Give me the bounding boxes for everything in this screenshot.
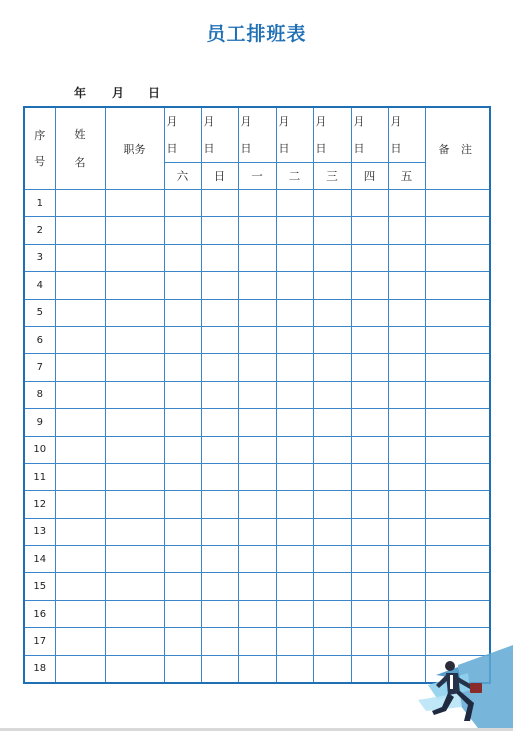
table-row [24, 546, 490, 573]
schedule-cell [238, 491, 276, 518]
schedule-cell [164, 436, 201, 463]
schedule-cell [105, 491, 164, 518]
schedule-cell [351, 244, 388, 271]
schedule-cell [105, 436, 164, 463]
schedule-cell [164, 244, 201, 271]
name-header-line1: 姓 [74, 127, 86, 141]
seq-header-line1: 序 [34, 128, 46, 142]
schedule-cell [55, 573, 105, 600]
schedule-cell [313, 463, 351, 490]
schedule-cell [313, 272, 351, 299]
table-row [24, 381, 490, 408]
schedule-cell [105, 354, 164, 381]
position-header: 职务 [105, 107, 164, 190]
schedule-cell [351, 436, 388, 463]
schedule-cell [388, 463, 425, 490]
table-row [24, 217, 490, 244]
schedule-cell [313, 546, 351, 573]
schedule-cell [55, 354, 105, 381]
schedule-cell [55, 326, 105, 353]
schedule-cell [201, 409, 238, 436]
month-char: 月 [278, 115, 290, 128]
row-number: 7 [24, 354, 55, 381]
month-char: 月 [353, 115, 365, 128]
schedule-cell [313, 491, 351, 518]
schedule-cell [351, 463, 388, 490]
schedule-cell [238, 354, 276, 381]
schedule-cell [55, 463, 105, 490]
schedule-cell [164, 354, 201, 381]
schedule-cell [201, 190, 238, 217]
row-number: 17 [24, 628, 55, 655]
schedule-cell [238, 217, 276, 244]
date-header-cell [276, 107, 313, 163]
schedule-cell [388, 272, 425, 299]
schedule-cell [201, 628, 238, 655]
schedule-cell [55, 299, 105, 326]
schedule-cell [105, 272, 164, 299]
schedule-cell [164, 546, 201, 573]
schedule-cell [388, 436, 425, 463]
day-char: 日 [315, 142, 327, 155]
schedule-cell [238, 546, 276, 573]
schedule-cell [276, 272, 313, 299]
schedule-cell [276, 600, 313, 627]
schedule-cell [425, 518, 490, 545]
table-row [24, 436, 490, 463]
schedule-cell [388, 546, 425, 573]
remark-header-label: 备 注 [438, 142, 476, 156]
schedule-cell [351, 354, 388, 381]
schedule-cell [55, 600, 105, 627]
day-char: 日 [390, 142, 402, 155]
table-row [24, 463, 490, 490]
schedule-cell [164, 655, 201, 683]
schedule-cell [388, 600, 425, 627]
row-number: 12 [24, 491, 55, 518]
schedule-cell [388, 381, 425, 408]
schedule-cell [313, 655, 351, 683]
schedule-cell [238, 436, 276, 463]
schedule-cell [388, 326, 425, 353]
schedule-cell [105, 573, 164, 600]
schedule-cell [276, 491, 313, 518]
schedule-cell [201, 546, 238, 573]
schedule-cell [425, 381, 490, 408]
schedule-cell [164, 573, 201, 600]
schedule-cell [201, 244, 238, 271]
date-month-label: 月 [112, 86, 125, 100]
schedule-cell [105, 409, 164, 436]
schedule-cell [388, 244, 425, 271]
header-row [24, 107, 490, 163]
schedule-cell [201, 326, 238, 353]
weekday-cell: 三 [313, 163, 351, 190]
schedule-cell [164, 463, 201, 490]
schedule-cell [388, 409, 425, 436]
schedule-cell [55, 655, 105, 683]
schedule-cell [201, 463, 238, 490]
schedule-cell [388, 299, 425, 326]
schedule-cell [388, 518, 425, 545]
row-number: 3 [24, 244, 55, 271]
schedule-cell [351, 299, 388, 326]
schedule-cell [238, 518, 276, 545]
month-char: 月 [390, 115, 402, 128]
schedule-cell [164, 628, 201, 655]
day-char: 日 [278, 142, 290, 155]
seq-header [24, 107, 55, 190]
schedule-cell [351, 600, 388, 627]
schedule-cell [351, 381, 388, 408]
schedule-cell [55, 491, 105, 518]
schedule-cell [425, 217, 490, 244]
schedule-cell [388, 217, 425, 244]
weekday-cell: 四 [351, 163, 388, 190]
schedule-cell [276, 381, 313, 408]
schedule-cell [164, 217, 201, 244]
schedule-cell [55, 409, 105, 436]
schedule-cell [238, 463, 276, 490]
schedule-cell [276, 190, 313, 217]
schedule-cell [105, 628, 164, 655]
schedule-cell [313, 190, 351, 217]
schedule-cell [55, 436, 105, 463]
schedule-cell [313, 409, 351, 436]
schedule-cell [351, 628, 388, 655]
schedule-cell [276, 354, 313, 381]
weekday-cell: 五 [388, 163, 425, 190]
row-number: 13 [24, 518, 55, 545]
date-line [74, 84, 160, 101]
table-row [24, 354, 490, 381]
row-number: 15 [24, 573, 55, 600]
schedule-cell [425, 409, 490, 436]
schedule-cell [351, 655, 388, 683]
schedule-cell [351, 217, 388, 244]
schedule-cell [164, 299, 201, 326]
schedule-cell [201, 491, 238, 518]
day-char: 日 [203, 142, 215, 155]
schedule-cell [105, 600, 164, 627]
table-row [24, 573, 490, 600]
row-number: 5 [24, 299, 55, 326]
schedule-cell [105, 326, 164, 353]
schedule-cell [105, 463, 164, 490]
schedule-cell [201, 299, 238, 326]
schedule-cell [425, 573, 490, 600]
schedule-cell [313, 573, 351, 600]
schedule-cell [238, 628, 276, 655]
remark-header [425, 107, 490, 190]
schedule-cell [164, 491, 201, 518]
schedule-cell [201, 573, 238, 600]
schedule-cell [313, 600, 351, 627]
schedule-cell [238, 573, 276, 600]
schedule-cell [351, 491, 388, 518]
schedule-cell [55, 190, 105, 217]
table-row [24, 272, 490, 299]
schedule-cell [55, 518, 105, 545]
schedule-cell [425, 436, 490, 463]
row-number: 8 [24, 381, 55, 408]
schedule-cell [105, 518, 164, 545]
row-number: 9 [24, 409, 55, 436]
schedule-cell [238, 655, 276, 683]
schedule-cell [425, 272, 490, 299]
schedule-cell [313, 299, 351, 326]
schedule-cell [388, 491, 425, 518]
schedule-cell [201, 217, 238, 244]
schedule-cell [388, 354, 425, 381]
date-header-cell [351, 107, 388, 163]
schedule-cell [105, 299, 164, 326]
row-number: 18 [24, 655, 55, 683]
schedule-cell [425, 190, 490, 217]
weekday-cell: 日 [201, 163, 238, 190]
table-row [24, 491, 490, 518]
row-number: 4 [24, 272, 55, 299]
schedule-cell [425, 354, 490, 381]
month-char: 月 [240, 115, 252, 128]
day-char: 日 [353, 142, 365, 155]
schedule-cell [351, 190, 388, 217]
schedule-cell [351, 573, 388, 600]
table-row [24, 518, 490, 545]
schedule-cell [276, 628, 313, 655]
schedule-cell [276, 573, 313, 600]
schedule-cell [276, 217, 313, 244]
schedule-cell [276, 518, 313, 545]
month-char: 月 [166, 115, 178, 128]
schedule-cell [238, 299, 276, 326]
schedule-cell [276, 299, 313, 326]
schedule-cell [201, 354, 238, 381]
page-title: 员工排班表 [206, 23, 307, 45]
schedule-cell [313, 244, 351, 271]
schedule-cell [201, 518, 238, 545]
schedule-cell [276, 409, 313, 436]
schedule-cell [164, 381, 201, 408]
table-row [24, 244, 490, 271]
date-header-cell [313, 107, 351, 163]
schedule-cell [164, 326, 201, 353]
schedule-cell [55, 217, 105, 244]
schedule-cell [201, 272, 238, 299]
schedule-cell [201, 436, 238, 463]
schedule-cell [201, 381, 238, 408]
date-day-label: 日 [148, 86, 161, 100]
schedule-cell [313, 628, 351, 655]
date-header-cell [164, 107, 201, 163]
schedule-cell [276, 326, 313, 353]
table-row [24, 326, 490, 353]
date-header-cell [388, 107, 425, 163]
weekday-cell: 六 [164, 163, 201, 190]
weekday-cell: 一 [238, 163, 276, 190]
schedule-cell [313, 518, 351, 545]
schedule-cell [238, 244, 276, 271]
schedule-cell [164, 409, 201, 436]
schedule-cell [313, 381, 351, 408]
schedule-cell [276, 546, 313, 573]
schedule-cell [55, 546, 105, 573]
schedule-cell [276, 463, 313, 490]
date-header-cell [238, 107, 276, 163]
month-char: 月 [315, 115, 327, 128]
schedule-cell [105, 381, 164, 408]
schedule-cell [105, 546, 164, 573]
row-number: 10 [24, 436, 55, 463]
schedule-cell [351, 546, 388, 573]
date-year-label: 年 [74, 86, 87, 100]
schedule-cell [425, 600, 490, 627]
name-header [55, 107, 105, 190]
row-number: 11 [24, 463, 55, 490]
table-row [24, 409, 490, 436]
schedule-table [23, 106, 491, 684]
schedule-cell [388, 573, 425, 600]
row-number: 6 [24, 326, 55, 353]
schedule-cell [276, 244, 313, 271]
seq-header-line2: 号 [34, 154, 46, 168]
date-header-cell [201, 107, 238, 163]
row-number: 14 [24, 546, 55, 573]
schedule-cell [105, 217, 164, 244]
day-char: 日 [166, 142, 178, 155]
schedule-cell [164, 272, 201, 299]
schedule-cell [55, 381, 105, 408]
day-char: 日 [240, 142, 252, 155]
schedule-cell [425, 326, 490, 353]
schedule-cell [351, 409, 388, 436]
name-header-line2: 名 [74, 155, 86, 169]
schedule-cell [238, 409, 276, 436]
row-number: 1 [24, 190, 55, 217]
schedule-cell [105, 655, 164, 683]
table-row [24, 190, 490, 217]
schedule-cell [425, 546, 490, 573]
schedule-cell [388, 190, 425, 217]
schedule-cell [276, 436, 313, 463]
schedule-cell [425, 491, 490, 518]
schedule-cell [313, 217, 351, 244]
weekday-cell: 二 [276, 163, 313, 190]
schedule-cell [425, 463, 490, 490]
schedule-cell [238, 600, 276, 627]
schedule-cell [238, 326, 276, 353]
schedule-cell [201, 655, 238, 683]
schedule-cell [313, 326, 351, 353]
schedule-cell [238, 190, 276, 217]
schedule-cell [164, 518, 201, 545]
schedule-cell [201, 600, 238, 627]
schedule-cell [425, 244, 490, 271]
schedule-cell [351, 272, 388, 299]
schedule-cell [313, 354, 351, 381]
schedule-cell [351, 518, 388, 545]
month-char: 月 [203, 115, 215, 128]
schedule-cell [276, 655, 313, 683]
schedule-cell [55, 272, 105, 299]
schedule-cell [105, 244, 164, 271]
schedule-cell [55, 244, 105, 271]
schedule-cell [164, 600, 201, 627]
schedule-cell [55, 628, 105, 655]
schedule-cell [313, 436, 351, 463]
schedule-cell [105, 190, 164, 217]
schedule-cell [238, 381, 276, 408]
schedule-cell [425, 299, 490, 326]
schedule-cell [164, 190, 201, 217]
row-number: 2 [24, 217, 55, 244]
table-row [24, 600, 490, 627]
running-businessman-icon [398, 645, 513, 728]
row-number: 16 [24, 600, 55, 627]
schedule-cell [351, 326, 388, 353]
schedule-cell [238, 272, 276, 299]
table-row [24, 299, 490, 326]
